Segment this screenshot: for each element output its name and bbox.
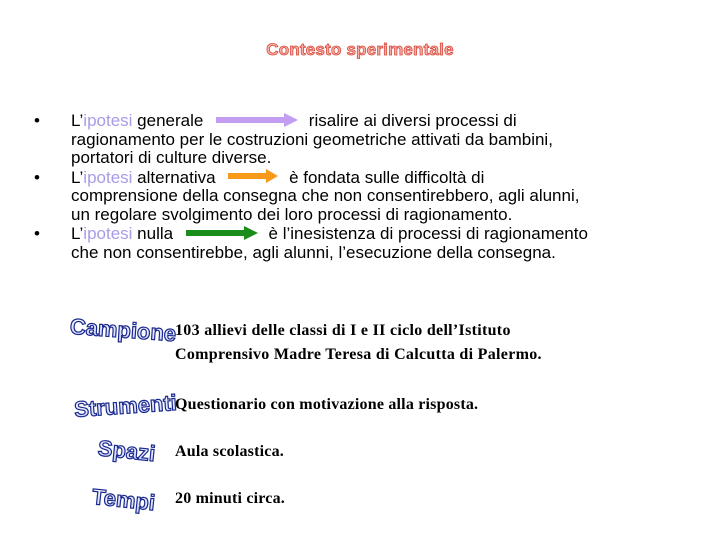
hypothesis-alternative <box>34 169 694 225</box>
hypothesis-keyword: ipotesi <box>83 167 133 187</box>
hypothesis-cont: portatori di culture diverse. <box>71 148 272 167</box>
hypothesis-label: generale <box>132 111 204 130</box>
hypothesis-prefix: L’ <box>71 224 84 243</box>
hypothesis-line1: è fondata sulle difficoltà di <box>289 167 485 187</box>
hypothesis-cont: comprensione della consegna che non consentirebbero, agli alunni, <box>71 186 580 205</box>
spazi-label: Spazi <box>96 435 157 467</box>
hypothesis-cont: un regolare svolgimento dei loro processi di ragionamento. <box>71 204 513 224</box>
bullet-dot-icon: • <box>34 167 40 187</box>
hypothesis-keyword: ipotesi <box>83 224 133 243</box>
campione-wordart-label <box>66 310 177 347</box>
hypothesis-prefix: L’ <box>71 111 84 130</box>
strumenti-wordart-label <box>72 384 178 424</box>
campione-text-line: Comprensivo Madre Teresa di Calcutta di Palermo. <box>175 346 542 363</box>
strumenti-label: Strumenti <box>73 389 178 423</box>
hypothesis-cont: ragionamento per le costruzioni geometriche attivati da bambini, <box>71 129 553 149</box>
hypotheses-list <box>34 112 694 263</box>
slide-title: Contesto sperimentale <box>266 40 454 59</box>
hypothesis-line1: è l’inesistenza di processi di ragionamento <box>268 224 588 243</box>
hypothesis-label: alternativa <box>132 167 216 187</box>
hypothesis-keyword: ipotesi <box>83 111 133 130</box>
arrow-right-green-icon <box>186 226 258 240</box>
tempi-wordart-label <box>90 480 157 520</box>
bullet-dot-icon: • <box>34 111 40 130</box>
tempi-label: Tempi <box>90 483 157 516</box>
arrow-right-orange-icon <box>228 169 278 183</box>
hypothesis-label: nulla <box>132 224 174 243</box>
arrow-right-violet-icon <box>216 113 298 127</box>
campione-text <box>175 319 542 367</box>
bullet-dot-icon: • <box>34 224 40 243</box>
hypothesis-cont: che non consentirebbe, agli alunni, l’esecuzione della consegna. <box>71 242 556 262</box>
hypothesis-line1: risalire ai diversi processi di <box>308 111 517 130</box>
hypothesis-null <box>34 225 694 262</box>
spazi-wordart-label <box>96 432 157 468</box>
campione-text-line: 103 allievi delle classi di I e II ciclo dell’Istituto <box>175 322 511 339</box>
campione-label: Campione <box>69 313 177 347</box>
tempi-text: 20 minuti circa. <box>175 490 286 507</box>
hypothesis-general <box>34 112 694 168</box>
spazi-text: Aula scolastica. <box>175 443 284 460</box>
hypothesis-prefix: L’ <box>71 167 84 187</box>
strumenti-text: Questionario con motivazione alla risposta. <box>175 396 479 413</box>
